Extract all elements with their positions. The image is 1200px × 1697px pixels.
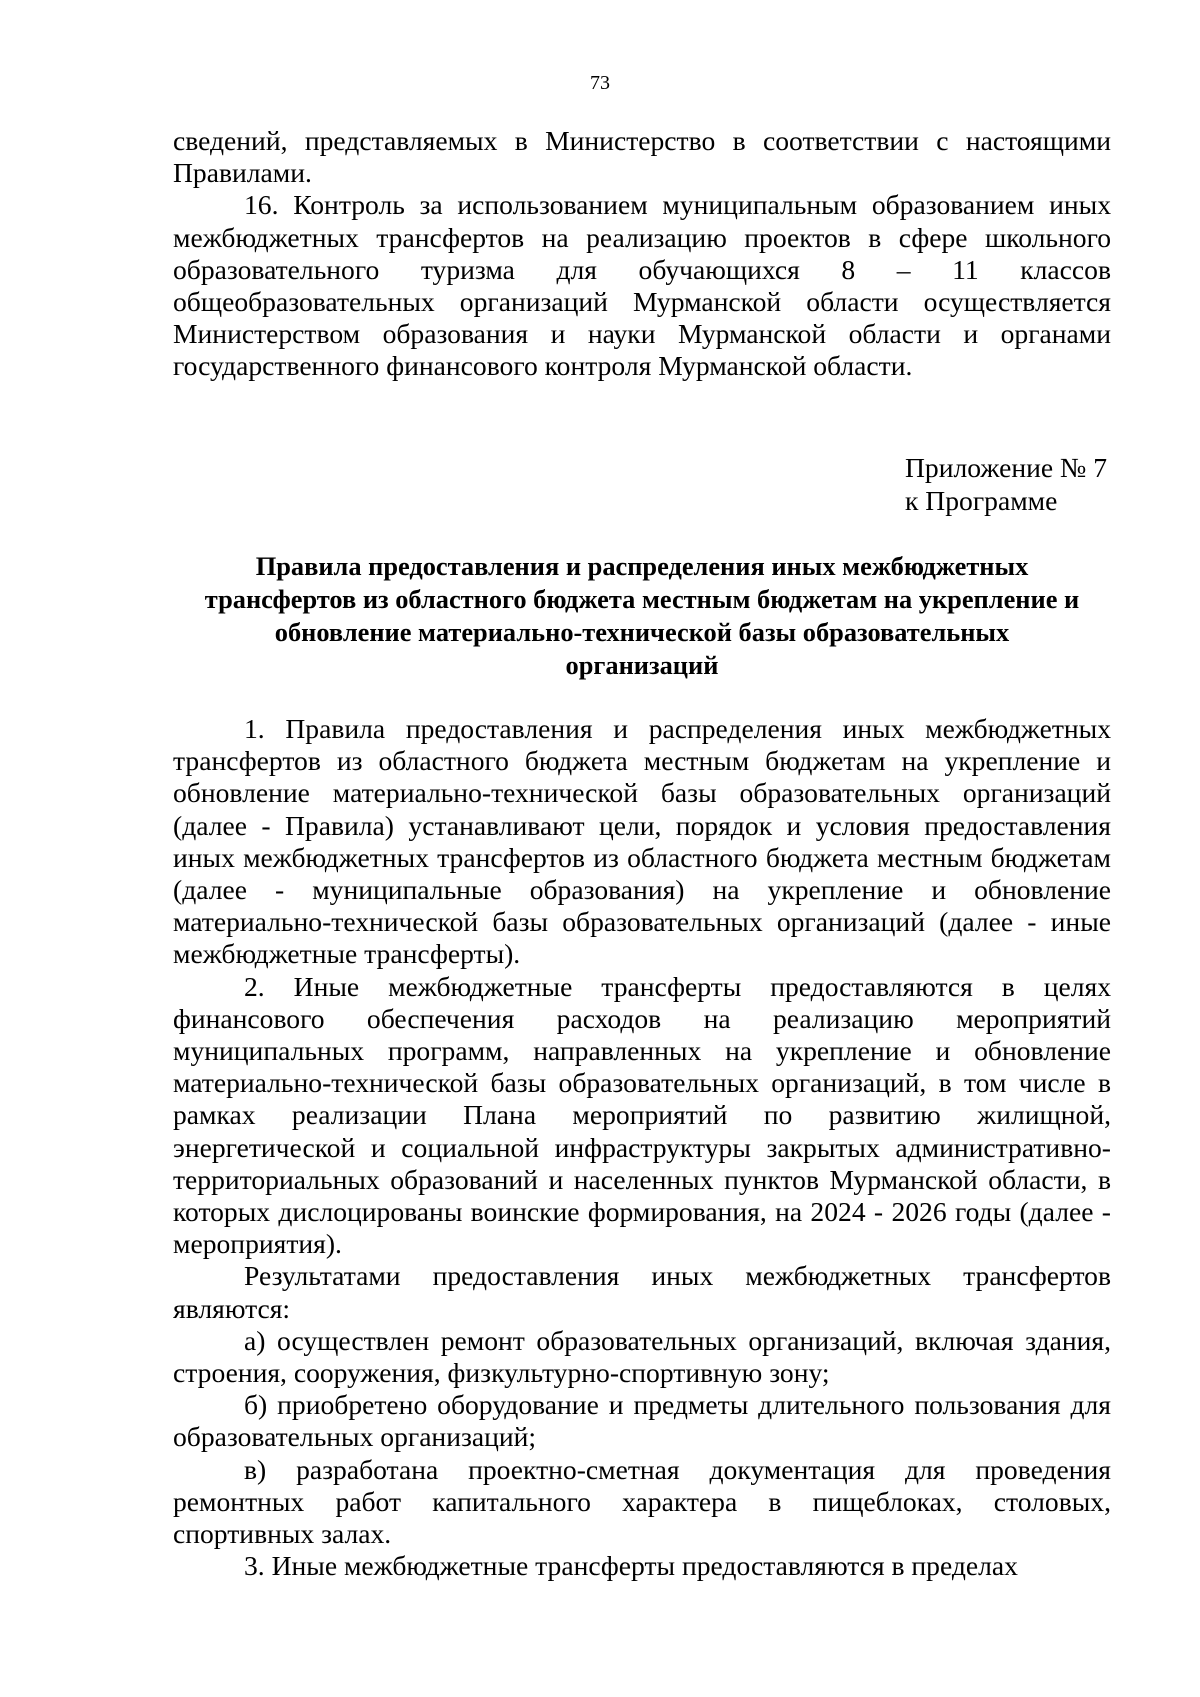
page-number: 73 [590,72,610,94]
result-a-paragraph: а) осуществлен ремонт образовательных организаций, включая здания, строения, сооружения, физкультурно-спортивную зону; [173,1324,1111,1389]
title-line-2: трансфертов из областного бюджета местным бюджетам на укрепление и [204,584,1080,614]
title-line-1: Правила предоставления и распределения иных межбюджетных [255,551,1029,581]
top-text-block [173,125,1111,383]
paragraph-3: 3. Иные межбюджетные трансферты предоставляются в пределах [244,1550,1018,1582]
results-intro-paragraph: Результатами предоставления иных межбюджетных трансфертов являются: [173,1260,1111,1324]
appendix-label [905,451,1107,517]
result-b-paragraph: б) приобретено оборудование и предметы длительного пользования для образовательных организаций; [173,1389,1111,1453]
paragraph-16: 16. Контроль за использованием муниципальным образованием иных межбюджетных трансфертов на реализацию проектов в сфере школьного образовательного туризма для обучающихся 8 – 11 классов общеобразовательных организаций Мурманской области осуществляется Министерством образования и науки Мурманской области и органами государственного финансового контроля Мурманской области. [173,189,1111,382]
main-text-block [173,713,1111,1582]
paragraph-2: 2. Иные межбюджетные трансферты предоставляются в целях финансового обеспечения расходов на реализацию мероприятий муниципальных программ, направленных на укрепление и обновление материально-технической базы образовательных организаций, в том числе в рамках реализации Плана мероприятий по развитию жилищной, энергетической и социальной инфраструктуры закрытых административно-территориальных образований и населенных пунктов Мурманской области, в которых дислоцированы воинские формирования, на 2024 - 2026 годы (далее - мероприятия). [173,970,1111,1260]
title-line-4: организаций [565,650,719,680]
paragraph-1: 1. Правила предоставления и распределения иных межбюджетных трансфертов из областного бюджета местным бюджетам на укрепление и обновление материально-технической базы образовательных организаций (далее - Правила) устанавливают цели, порядок и условия предоставления иных межбюджетных трансфертов из областного бюджета местным бюджетам (далее - муниципальные образования) на укрепление и обновление материально-технической базы образовательных организаций (далее - иные межбюджетные трансферты). [173,713,1111,970]
title-line-3: обновление материально-технической базы образовательных [274,617,1010,647]
continuation-paragraph: сведений, представляемых в Министерство в соответствии с настоящими Правилами. [173,125,1111,189]
document-title [173,550,1111,682]
appendix-line-1: Приложение № 7 [905,452,1108,483]
appendix-line-2: к Программе [905,485,1058,516]
result-c-paragraph: в) разработана проектно-сметная документация для проведения ремонтных работ капитального характера в пищеблоках, столовых, спортивных залах. [173,1453,1111,1550]
